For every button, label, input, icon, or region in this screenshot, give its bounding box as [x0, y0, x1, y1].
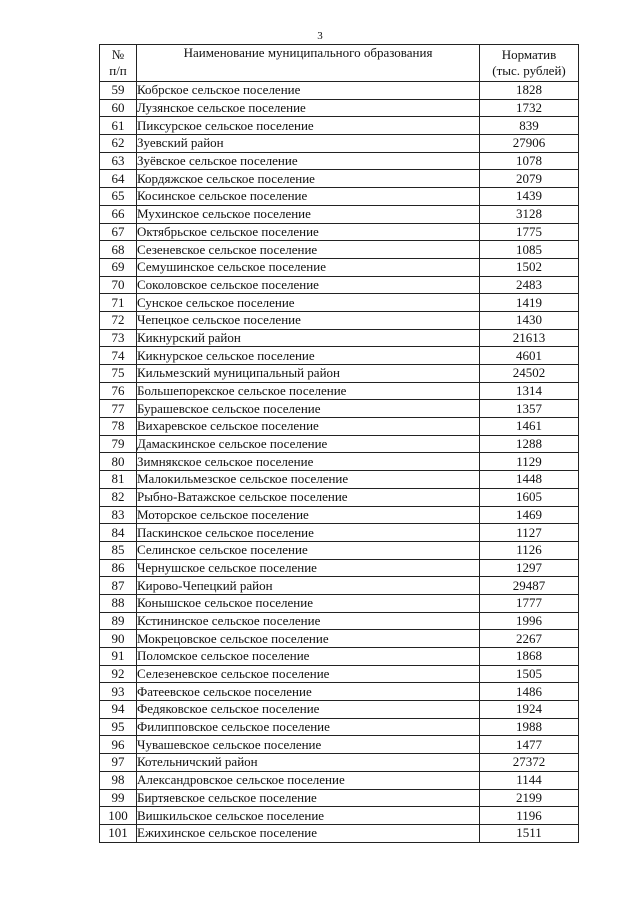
table-row [100, 170, 579, 188]
municipality-name: Дамаскинское сельское поселение [137, 435, 480, 453]
normative-value: 24502 [480, 365, 579, 383]
table-row [100, 382, 579, 400]
row-number: 66 [100, 205, 137, 223]
normative-value: 27372 [480, 754, 579, 772]
row-number: 95 [100, 718, 137, 736]
municipality-name: Селезеневское сельское поселение [137, 665, 480, 683]
header-number-line1: № [111, 47, 125, 62]
table-row [100, 188, 579, 206]
table-row [100, 241, 579, 259]
table-row [100, 648, 579, 666]
municipality-name: Ежихинское сельское поселение [137, 824, 480, 842]
normative-value: 1439 [480, 188, 579, 206]
municipality-name: Мухинское сельское поселение [137, 205, 480, 223]
row-number: 78 [100, 418, 137, 436]
table-row [100, 311, 579, 329]
header-value-line1: Норматив [501, 47, 557, 62]
page-number: 3 [317, 30, 323, 42]
table-row [100, 471, 579, 489]
table-row [100, 276, 579, 294]
row-number: 62 [100, 135, 137, 153]
normative-value: 1297 [480, 559, 579, 577]
normative-value: 1129 [480, 453, 579, 471]
municipality-name: Кстининское сельское поселение [137, 612, 480, 630]
row-number: 64 [100, 170, 137, 188]
table-row [100, 82, 579, 100]
table-row [100, 117, 579, 135]
table-row [100, 435, 579, 453]
municipality-name: Кирово-Чепецкий район [137, 577, 480, 595]
table-row [100, 701, 579, 719]
row-number: 71 [100, 294, 137, 312]
header-name: Наименование муниципального образования [137, 45, 480, 82]
municipality-name: Зуёвское сельское поселение [137, 152, 480, 170]
normative-value: 1828 [480, 82, 579, 100]
row-number: 67 [100, 223, 137, 241]
normative-value: 1144 [480, 771, 579, 789]
row-number: 86 [100, 559, 137, 577]
municipality-name: Кикнурское сельское поселение [137, 347, 480, 365]
table-row [100, 541, 579, 559]
municipality-name: Кикнурский район [137, 329, 480, 347]
normative-value: 1924 [480, 701, 579, 719]
row-number: 70 [100, 276, 137, 294]
row-number: 79 [100, 435, 137, 453]
normative-value: 1486 [480, 683, 579, 701]
municipality-name: Семушинское сельское поселение [137, 258, 480, 276]
normative-value: 1777 [480, 594, 579, 612]
table-row [100, 400, 579, 418]
row-number: 59 [100, 82, 137, 100]
table-row [100, 630, 579, 648]
table-body [100, 82, 579, 843]
row-number: 75 [100, 365, 137, 383]
row-number: 87 [100, 577, 137, 595]
row-number: 80 [100, 453, 137, 471]
municipality-name: Бурашевское сельское поселение [137, 400, 480, 418]
table-row [100, 488, 579, 506]
municipality-name: Вихаревское сельское поселение [137, 418, 480, 436]
normative-value: 1288 [480, 435, 579, 453]
municipality-name: Зимнякское сельское поселение [137, 453, 480, 471]
municipality-name: Зуевский район [137, 135, 480, 153]
normative-value: 1511 [480, 824, 579, 842]
table-row [100, 736, 579, 754]
row-number: 91 [100, 648, 137, 666]
table-row [100, 754, 579, 772]
normative-value: 1477 [480, 736, 579, 754]
row-number: 76 [100, 382, 137, 400]
municipality-name: Кордяжское сельское поселение [137, 170, 480, 188]
municipality-name: Октябрьское сельское поселение [137, 223, 480, 241]
normative-value: 1430 [480, 311, 579, 329]
normative-value: 1085 [480, 241, 579, 259]
normative-value: 2267 [480, 630, 579, 648]
normative-value: 1505 [480, 665, 579, 683]
municipality-name: Чернушское сельское поселение [137, 559, 480, 577]
row-number: 60 [100, 99, 137, 117]
header-number [100, 45, 137, 82]
municipality-name: Кобрское сельское поселение [137, 82, 480, 100]
municipality-name: Сезеневское сельское поселение [137, 241, 480, 259]
table-row [100, 594, 579, 612]
row-number: 92 [100, 665, 137, 683]
municipality-name: Моторское сельское поселение [137, 506, 480, 524]
normative-value: 27906 [480, 135, 579, 153]
municipality-name: Паскинское сельское поселение [137, 524, 480, 542]
municipality-name: Фатеевское сельское поселение [137, 683, 480, 701]
normative-value: 1127 [480, 524, 579, 542]
table-row [100, 329, 579, 347]
normative-value: 1732 [480, 99, 579, 117]
normative-value: 2079 [480, 170, 579, 188]
table-row [100, 524, 579, 542]
normative-value: 1314 [480, 382, 579, 400]
header-value-line2: (тыс. рублей) [492, 63, 566, 78]
municipality-name: Сунское сельское поселение [137, 294, 480, 312]
table-row [100, 612, 579, 630]
row-number: 73 [100, 329, 137, 347]
table-row [100, 294, 579, 312]
normative-value: 1196 [480, 807, 579, 825]
table-row [100, 99, 579, 117]
normative-value: 1469 [480, 506, 579, 524]
normative-value: 839 [480, 117, 579, 135]
municipality-name: Соколовское сельское поселение [137, 276, 480, 294]
row-number: 90 [100, 630, 137, 648]
table-header-row [100, 45, 579, 82]
table-row [100, 418, 579, 436]
normative-value: 1775 [480, 223, 579, 241]
table-row [100, 683, 579, 701]
normative-table [99, 44, 579, 843]
municipality-name: Кильмезский муниципальный район [137, 365, 480, 383]
municipality-name: Большепорекское сельское поселение [137, 382, 480, 400]
row-number: 68 [100, 241, 137, 259]
table-row [100, 577, 579, 595]
municipality-name: Конышское сельское поселение [137, 594, 480, 612]
table-row [100, 789, 579, 807]
municipality-name: Котельничский район [137, 754, 480, 772]
municipality-name: Филипповское сельское поселение [137, 718, 480, 736]
municipality-name: Мокрецовское сельское поселение [137, 630, 480, 648]
row-number: 81 [100, 471, 137, 489]
normative-value: 21613 [480, 329, 579, 347]
normative-value: 1357 [480, 400, 579, 418]
row-number: 61 [100, 117, 137, 135]
table-row [100, 205, 579, 223]
municipality-name: Александровское сельское поселение [137, 771, 480, 789]
municipality-name: Чувашевское сельское поселение [137, 736, 480, 754]
normative-value: 2483 [480, 276, 579, 294]
row-number: 77 [100, 400, 137, 418]
row-number: 101 [100, 824, 137, 842]
table-row [100, 824, 579, 842]
row-number: 65 [100, 188, 137, 206]
normative-value: 1605 [480, 488, 579, 506]
municipality-name: Поломское сельское поселение [137, 648, 480, 666]
table-row [100, 559, 579, 577]
normative-value: 1461 [480, 418, 579, 436]
row-number: 83 [100, 506, 137, 524]
municipality-name: Чепецкое сельское поселение [137, 311, 480, 329]
table-row [100, 152, 579, 170]
row-number: 82 [100, 488, 137, 506]
normative-value: 29487 [480, 577, 579, 595]
row-number: 85 [100, 541, 137, 559]
normative-value: 1868 [480, 648, 579, 666]
row-number: 88 [100, 594, 137, 612]
normative-value: 3128 [480, 205, 579, 223]
municipality-name: Федяковское сельское поселение [137, 701, 480, 719]
row-number: 99 [100, 789, 137, 807]
normative-value: 1126 [480, 541, 579, 559]
normative-value: 4601 [480, 347, 579, 365]
municipality-name: Малокильмезское сельское поселение [137, 471, 480, 489]
table-row [100, 718, 579, 736]
normative-value: 2199 [480, 789, 579, 807]
table-row [100, 807, 579, 825]
row-number: 96 [100, 736, 137, 754]
row-number: 89 [100, 612, 137, 630]
municipality-name: Биртяевское сельское поселение [137, 789, 480, 807]
row-number: 69 [100, 258, 137, 276]
header-value [480, 45, 579, 82]
row-number: 98 [100, 771, 137, 789]
municipality-name: Рыбно-Ватажское сельское поселение [137, 488, 480, 506]
municipality-name: Вишкильское сельское поселение [137, 807, 480, 825]
table-row [100, 506, 579, 524]
table-row [100, 258, 579, 276]
table-row [100, 365, 579, 383]
municipality-name: Селинское сельское поселение [137, 541, 480, 559]
table-row [100, 223, 579, 241]
normative-value: 1448 [480, 471, 579, 489]
row-number: 74 [100, 347, 137, 365]
table-row [100, 135, 579, 153]
municipality-name: Косинское сельское поселение [137, 188, 480, 206]
row-number: 93 [100, 683, 137, 701]
municipality-name: Пиксурское сельское поселение [137, 117, 480, 135]
table-row [100, 347, 579, 365]
row-number: 63 [100, 152, 137, 170]
normative-value: 1502 [480, 258, 579, 276]
header-number-line2: п/п [109, 63, 127, 78]
row-number: 100 [100, 807, 137, 825]
table-row [100, 453, 579, 471]
table-row [100, 771, 579, 789]
row-number: 72 [100, 311, 137, 329]
table-row [100, 665, 579, 683]
municipality-name: Лузянское сельское поселение [137, 99, 480, 117]
row-number: 84 [100, 524, 137, 542]
normative-value: 1988 [480, 718, 579, 736]
row-number: 97 [100, 754, 137, 772]
normative-value: 1078 [480, 152, 579, 170]
normative-value: 1996 [480, 612, 579, 630]
normative-value: 1419 [480, 294, 579, 312]
row-number: 94 [100, 701, 137, 719]
